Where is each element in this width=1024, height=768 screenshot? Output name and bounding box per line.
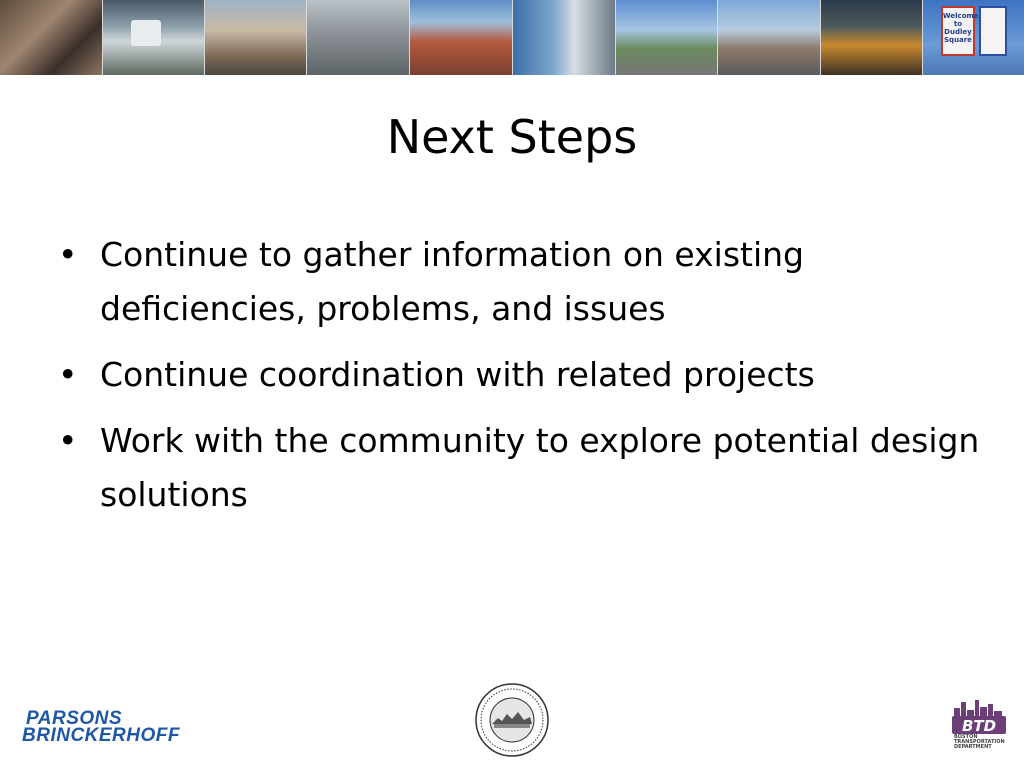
bullet-dot-icon: • [58, 421, 78, 460]
flag-building-photo [513, 0, 616, 75]
bullet-text: Continue coordination with related projects [100, 355, 815, 394]
bullet-text: Continue to gather information on existing deficiencies, problems, and issues [100, 235, 805, 328]
logo-line-2: BRINCKERHOFF [22, 725, 180, 746]
btd-logo [946, 698, 1012, 758]
bullet-list [58, 228, 988, 534]
bus-street-photo [718, 0, 821, 75]
btd-caption: BOSTON TRANSPORTATION DEPARTMENT [954, 734, 1005, 750]
bullet-item [58, 348, 988, 402]
welcome-sign-photo [923, 0, 1024, 75]
bus-station-photo [103, 0, 205, 75]
street-photo [205, 0, 307, 75]
bullet-dot-icon: • [58, 235, 78, 274]
buildings-photo [410, 0, 512, 75]
parsons-brinckerhoff-logo [22, 710, 180, 744]
people-photo [0, 0, 103, 75]
night-building-photo [821, 0, 923, 75]
bullet-item [58, 414, 988, 522]
bike-share-photo [307, 0, 410, 75]
welcome-sign: Welcome to Dudley Square [941, 6, 975, 56]
plaza-photo [616, 0, 718, 75]
bullet-item [58, 228, 988, 336]
bullet-text: Work with the community to explore potential design solutions [100, 421, 980, 514]
btd-mark: BTD [961, 717, 997, 735]
photo-banner [0, 0, 1024, 75]
boston-seal-icon [474, 682, 550, 758]
logo-line-1: PARSONS [26, 708, 123, 729]
bullet-dot-icon: • [58, 355, 78, 394]
slide-title: Next Steps [386, 110, 638, 164]
